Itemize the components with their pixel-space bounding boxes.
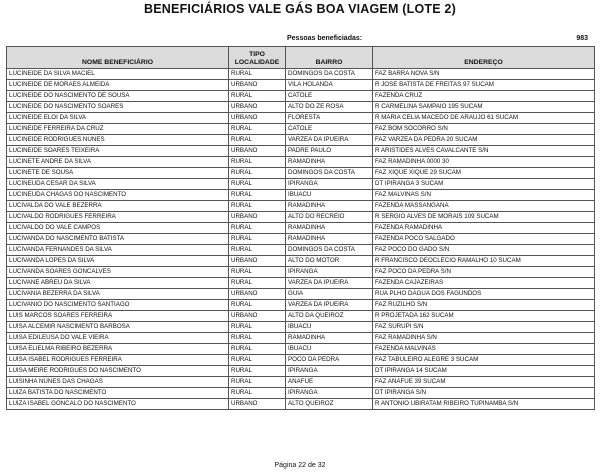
table-row xyxy=(7,267,595,278)
cell-tipo-localidade: URBANO xyxy=(229,212,286,223)
cell-bairro: GUIA xyxy=(286,289,373,300)
cell-bairro: IBUACU xyxy=(286,190,373,201)
table-row xyxy=(7,399,595,410)
table-row xyxy=(7,377,595,388)
table-row xyxy=(7,113,595,124)
cell-bairro: ALTO DA QUEIROZ xyxy=(286,311,373,322)
table-header-row xyxy=(7,47,595,69)
cell-endereco: FAZ TABULEIRO ALEGRE 3 SUCAM xyxy=(373,355,595,366)
table-row xyxy=(7,344,595,355)
cell-bairro: RAMADINHA xyxy=(286,201,373,212)
cell-tipo-localidade: URBANO xyxy=(229,311,286,322)
cell-bairro: VARZEA DA IPUEIRA xyxy=(286,278,373,289)
table-row xyxy=(7,135,595,146)
cell-nome: LUCIVANIO DO NASCIMENTO SANTIAGO xyxy=(7,300,229,311)
cell-tipo-localidade: RURAL xyxy=(229,201,286,212)
cell-nome: LUCIVALDA DO VALE BEZERRA xyxy=(7,201,229,212)
cell-tipo-localidade: RURAL xyxy=(229,223,286,234)
cell-bairro: IPIRANGA xyxy=(286,388,373,399)
table-row xyxy=(7,366,595,377)
cell-nome: LUCIVANE ABREU DA SILVA xyxy=(7,278,229,289)
table-row xyxy=(7,234,595,245)
table-row xyxy=(7,69,595,80)
cell-endereco: FAZ POCO DA PEDRA S/N xyxy=(373,267,595,278)
cell-nome: LUCIVANDA FERNANDES DA SILVA xyxy=(7,245,229,256)
cell-bairro: ALTO DO ZE ROSA xyxy=(286,102,373,113)
table-row xyxy=(7,300,595,311)
cell-tipo-localidade: URBANO xyxy=(229,399,286,410)
cell-endereco: FAZ MALVINAS S/N xyxy=(373,190,595,201)
cell-bairro: POCO DA PEDRA xyxy=(286,355,373,366)
cell-tipo-localidade: RURAL xyxy=(229,278,286,289)
cell-nome: LUCINEIDE RODRIGUES NUNES xyxy=(7,135,229,146)
cell-nome: LUCINEIDE DE MORAES ALMEIDA xyxy=(7,80,229,91)
cell-bairro: DOMINGOS DA COSTA xyxy=(286,168,373,179)
table-row xyxy=(7,355,595,366)
header-endereco: ENDEREÇO xyxy=(373,47,595,69)
table-row xyxy=(7,256,595,267)
cell-bairro: ANAFUE xyxy=(286,377,373,388)
cell-tipo-localidade: RURAL xyxy=(229,377,286,388)
cell-tipo-localidade: RURAL xyxy=(229,179,286,190)
cell-nome: LUIZA BATISTA DO NASCIMENTO xyxy=(7,388,229,399)
cell-nome: LUISINHA NUNES DAS CHAGAS xyxy=(7,377,229,388)
cell-nome: LUISA EDILEUSA DO VALE VIEIRA xyxy=(7,333,229,344)
cell-bairro: PADRE PAULO xyxy=(286,146,373,157)
cell-bairro: CATOLE xyxy=(286,124,373,135)
cell-endereco: FAZENDA POCO SALGADO xyxy=(373,234,595,245)
cell-nome: LUCIVANDA SOARES GONCALVES xyxy=(7,267,229,278)
cell-endereco: FAZENDA CAJAZEIRAS xyxy=(373,278,595,289)
cell-tipo-localidade: URBANO xyxy=(229,80,286,91)
cell-tipo-localidade: RURAL xyxy=(229,344,286,355)
cell-endereco: R ANTONIO UBIRATAM RIBEIRO TUPINAMBA S/N xyxy=(373,399,595,410)
cell-bairro: IBUACU xyxy=(286,322,373,333)
beneficiaries-count: 983 xyxy=(576,35,588,42)
cell-bairro: IPIRANGA xyxy=(286,366,373,377)
table-row xyxy=(7,322,595,333)
cell-tipo-localidade: RURAL xyxy=(229,366,286,377)
beneficiaries-table xyxy=(6,46,595,410)
cell-nome: LUCINEIDE DO NASCIMENTO DE SOUSA xyxy=(7,91,229,102)
cell-tipo-localidade: RURAL xyxy=(229,69,286,80)
table-row xyxy=(7,190,595,201)
cell-bairro: DOMINGOS DA COSTA xyxy=(286,69,373,80)
cell-bairro: RAMADINHA xyxy=(286,333,373,344)
cell-bairro: RAMADINHA xyxy=(286,234,373,245)
cell-nome: LUCIVALDO RODRIGUES FERREIRA xyxy=(7,212,229,223)
cell-bairro: IBUACU xyxy=(286,344,373,355)
cell-nome: LUCINEIDE DA SILVA MACIEL xyxy=(7,69,229,80)
table-row xyxy=(7,124,595,135)
cell-endereco: DT IPIRANGA 3 SUCAM xyxy=(373,179,595,190)
cell-endereco: R CARMELINA SAMPAIO 195 SUCAM xyxy=(373,102,595,113)
cell-tipo-localidade: RURAL xyxy=(229,168,286,179)
cell-tipo-localidade: URBANO xyxy=(229,146,286,157)
cell-bairro: RAMADINHA xyxy=(286,223,373,234)
table-row xyxy=(7,102,595,113)
cell-bairro: ALTO DO RECREIO xyxy=(286,212,373,223)
cell-endereco: R ARISTIDES ALVES CAVALCANTE S/N xyxy=(373,146,595,157)
cell-tipo-localidade: RURAL xyxy=(229,267,286,278)
header-bairro: BAIRRO xyxy=(286,47,373,69)
table-row xyxy=(7,168,595,179)
table-row xyxy=(7,80,595,91)
table-row xyxy=(7,223,595,234)
cell-endereco: FAZENDA MALVINAS xyxy=(373,344,595,355)
cell-tipo-localidade: URBANO xyxy=(229,102,286,113)
cell-bairro: IPIRANGA xyxy=(286,179,373,190)
table-row xyxy=(7,245,595,256)
cell-endereco: R PROJETADA 162 SUCAM xyxy=(373,311,595,322)
cell-nome: LUISA MEIRE RODRIGUES DO NASCIMENTO xyxy=(7,366,229,377)
cell-nome: LUCIVANDA LOPES DA SILVA xyxy=(7,256,229,267)
cell-endereco: FAZ POCO DO GADO S/N xyxy=(373,245,595,256)
cell-endereco: FAZENDA MASSANGANA xyxy=(373,201,595,212)
table-row xyxy=(7,278,595,289)
cell-tipo-localidade: RURAL xyxy=(229,124,286,135)
cell-endereco: DT IPIRANGA 14 SUCAM xyxy=(373,366,595,377)
cell-nome: LUCINEIDE SOARES TEIXEIRA xyxy=(7,146,229,157)
cell-tipo-localidade: RURAL xyxy=(229,300,286,311)
document-title: BENEFICIÁRIOS VALE GÁS BOA VIAGEM (LOTE 2) xyxy=(144,2,456,16)
cell-tipo-localidade: URBANO xyxy=(229,256,286,267)
cell-tipo-localidade: RURAL xyxy=(229,322,286,333)
table-row xyxy=(7,157,595,168)
cell-endereco: FAZ RAMADINHA S/N xyxy=(373,333,595,344)
cell-endereco: FAZENDA RAMADINHA xyxy=(373,223,595,234)
cell-bairro: RAMADINHA xyxy=(286,157,373,168)
cell-nome: LUIS MARCOS SOARES FERREIRA xyxy=(7,311,229,322)
cell-endereco: FAZ ANAFUE 39 SUCAM xyxy=(373,377,595,388)
cell-tipo-localidade: RURAL xyxy=(229,234,286,245)
cell-nome: LUCINETE ANDRE DA SILVA xyxy=(7,157,229,168)
cell-tipo-localidade: RURAL xyxy=(229,333,286,344)
cell-endereco: DT IPIRANGA S/N xyxy=(373,388,595,399)
cell-bairro: IPIRANGA xyxy=(286,267,373,278)
cell-tipo-localidade: RURAL xyxy=(229,245,286,256)
cell-tipo-localidade: URBANO xyxy=(229,289,286,300)
header-nome: NOME BENEFICIÁRIO xyxy=(7,47,229,69)
cell-nome: LUCIVALDO DO VALE CAMPOS xyxy=(7,223,229,234)
cell-nome: LUCINEIDE ELOI DA SILVA xyxy=(7,113,229,124)
cell-endereco: R MARIA CELIA MACEDO DE ARAUJO 61 SUCAM xyxy=(373,113,595,124)
cell-tipo-localidade: RURAL xyxy=(229,355,286,366)
cell-endereco: FAZ BOM SOCORRO S/N xyxy=(373,124,595,135)
cell-bairro: ALTO DO MOTOR xyxy=(286,256,373,267)
cell-nome: LUIZA ISABEL GONCALO DO NASCIMENTO xyxy=(7,399,229,410)
cell-bairro: FLORESTA xyxy=(286,113,373,124)
cell-nome: LUISA ELIELMA RIBEIRO BEZERRA xyxy=(7,344,229,355)
cell-endereco: FAZ RUZILHO S/N xyxy=(373,300,595,311)
cell-tipo-localidade: URBANO xyxy=(229,113,286,124)
cell-tipo-localidade: RURAL xyxy=(229,190,286,201)
table-row xyxy=(7,333,595,344)
cell-nome: LUCIVANIA BEZERRA DA SILVA xyxy=(7,289,229,300)
cell-endereco: R FRANCISCO DEOCLECIO RAMALHO 10 SUCAM xyxy=(373,256,595,267)
cell-endereco: FAZ XIQUE XIQUE 29 SUCAM xyxy=(373,168,595,179)
cell-nome: LUCIVANDA DO NASCIMENTO BATISTA xyxy=(7,234,229,245)
cell-nome: LUCINEUDA CESAR DA SILVA xyxy=(7,179,229,190)
cell-bairro: CATOLE xyxy=(286,91,373,102)
table-row xyxy=(7,289,595,300)
cell-tipo-localidade: RURAL xyxy=(229,135,286,146)
cell-bairro: VILA HOLANDA xyxy=(286,80,373,91)
table-body xyxy=(7,69,595,410)
table-row xyxy=(7,146,595,157)
cell-bairro: VARZEA DA IPUEIRA xyxy=(286,135,373,146)
table-row xyxy=(7,388,595,399)
header-tipo-localidade-text: TIPO LOCALIDADE xyxy=(234,51,280,66)
header-tipo-localidade xyxy=(229,47,286,69)
cell-endereco: R JOSE BATISTA DE FREITAS 97 SUCAM xyxy=(373,80,595,91)
cell-nome: LUCINEUDA CHAGAS DO NASCIMENTO xyxy=(7,190,229,201)
cell-endereco: FAZ SURUPI S/N xyxy=(373,322,595,333)
cell-nome: LUISA ALCEMIR NASCIMENTO BARBOSA xyxy=(7,322,229,333)
cell-endereco: R SERGIO ALVES DE MORAIS 109 SUCAM xyxy=(373,212,595,223)
table-row xyxy=(7,212,595,223)
cell-endereco: FAZ BARRA NOVA S/N xyxy=(373,69,595,80)
cell-bairro: ALTO QUEIROZ xyxy=(286,399,373,410)
cell-endereco: FAZ RAMADINHA 0000 30 xyxy=(373,157,595,168)
beneficiaries-label: Pessoas beneficiadas: xyxy=(287,35,363,42)
cell-endereco: RUA PLHO DAGUA DOS FAGUNDOS xyxy=(373,289,595,300)
cell-tipo-localidade: RURAL xyxy=(229,157,286,168)
table-row xyxy=(7,201,595,212)
cell-nome: LUCINEIDE DO NASCIMENTO SOARES xyxy=(7,102,229,113)
cell-bairro: VARZEA DA IPUEIRA xyxy=(286,300,373,311)
cell-nome: LUISA ISABEL RODRIGUES FERREIRA xyxy=(7,355,229,366)
cell-tipo-localidade: RURAL xyxy=(229,388,286,399)
cell-endereco: FAZENDA CRUZ xyxy=(373,91,595,102)
cell-nome: LUCINEIDE FERREIRA DA CRUZ xyxy=(7,124,229,135)
page-footer: Página 22 de 32 xyxy=(274,462,326,469)
cell-endereco: FAZ VARZEA DA PEDRA 20 SUCAM xyxy=(373,135,595,146)
table-row xyxy=(7,311,595,322)
table-row xyxy=(7,91,595,102)
table-row xyxy=(7,179,595,190)
cell-bairro: DOMINGOS DA COSTA xyxy=(286,245,373,256)
cell-tipo-localidade: RURAL xyxy=(229,91,286,102)
cell-nome: LUCINETE DE SOUSA xyxy=(7,168,229,179)
